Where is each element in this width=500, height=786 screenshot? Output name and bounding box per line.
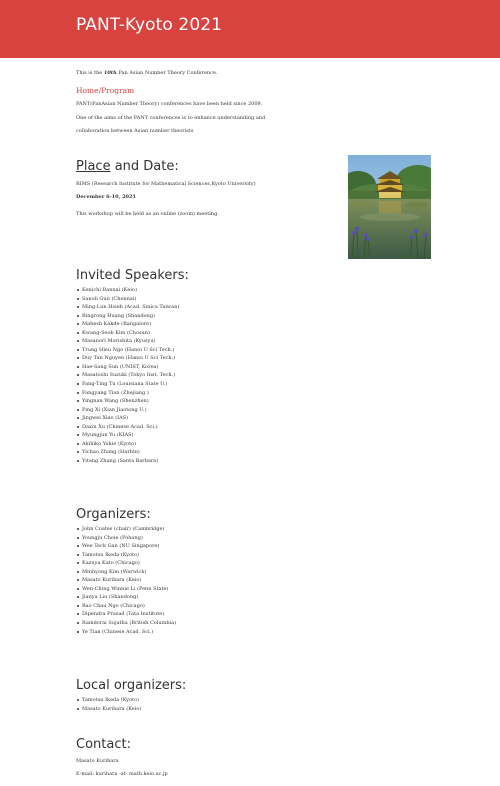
invited-speakers-heading: Invited Speakers:: [76, 268, 189, 283]
contact-heading: Contact:: [76, 737, 131, 752]
about-line-3: collaboration between Asian number theorists: [76, 128, 194, 134]
local-organizers-heading: Local organizers:: [76, 678, 187, 693]
list-item: Jingwei Xiao (IAS): [76, 414, 179, 423]
list-item: Dipendra Prasad (Tata Institute): [76, 610, 176, 619]
kinkakuji-photo: [348, 155, 431, 259]
place-heading-word: Place: [76, 159, 111, 174]
list-item: Mahesh Kakde (Bangalore): [76, 320, 179, 329]
list-item: Kwang-Seob Kim (Chosun): [76, 329, 179, 338]
list-item: Myungjun Yu (KIAS): [76, 431, 179, 440]
list-item: Ping Xi (Xian Jiaotong U.): [76, 406, 179, 415]
about-line-2: One of the aims of the PANT conferences is to enhance understanding and: [76, 115, 266, 121]
list-item: Trung Hieu Ngo (Hanoi U Sci Tech.): [76, 346, 179, 355]
list-item: Duy Tan Nguyen (Hanoi U Sci Tech.): [76, 354, 179, 363]
site-header: [0, 0, 500, 58]
site-title[interactable]: PANT-Kyoto 2021: [76, 15, 223, 35]
list-item: Fangyang Tian (Zhejiang ): [76, 389, 179, 398]
list-item: Jianya Liu (Shandong): [76, 593, 176, 602]
list-item: Yingnan Wang (Shenzhen): [76, 397, 179, 406]
home-program-link[interactable]: Home/Program: [76, 86, 135, 95]
list-item: Masato Kurihara (Keio): [76, 705, 141, 714]
local-organizers-list: [76, 696, 141, 713]
dates-text: December 6-10, 2021: [76, 194, 136, 200]
list-item: Kenichi Bannai (Keio): [76, 286, 179, 295]
list-item: Youngju Choie (Pohang): [76, 534, 176, 543]
list-item: Kazuya Kato (Chicago): [76, 559, 176, 568]
invited-speakers-list: [76, 286, 179, 465]
venue-text: RIMS (Research Institute for Mathematical Sciences,Kyoto University): [76, 181, 256, 187]
list-item: Tamotsu Ikeda (Kyoto): [76, 551, 176, 560]
list-item: Fang-Ting Tu (Louisiana State U.): [76, 380, 179, 389]
place-heading-rest: and Date:: [110, 159, 179, 174]
intro-text: [76, 70, 217, 77]
list-item: Ramdorai Sujatha (British Columbia): [76, 619, 176, 628]
online-note: This workshop will be held as an online (zoom) meeting.: [76, 211, 219, 217]
list-item: Hae-Sang Sun (UNIST, Korea): [76, 363, 179, 372]
list-item: Masato Kurihara (Keio): [76, 576, 176, 585]
list-item: Masanori Morishita (Kyusyu): [76, 337, 179, 346]
list-item: Yitang Zhang (Santa Barbara): [76, 457, 179, 466]
about-line-1: PANT(PanAsian Number Theory) conferences have been held since 2009.: [76, 101, 263, 107]
intro-prefix: This is the: [76, 70, 104, 76]
list-item: Wen-Ching Winnie Li (Penn State): [76, 585, 176, 594]
list-item: Bao Chau Ngo (Chicago): [76, 602, 176, 611]
list-item: Yichao Zhang (Harbin): [76, 448, 179, 457]
list-item: Daxin Xu (Chinese Acad. Sci.): [76, 423, 179, 432]
contact-name: Masato Kurihara: [76, 758, 119, 764]
list-item: Tamotsu Ikeda (Kyoto): [76, 696, 141, 705]
place-heading: [76, 159, 179, 174]
list-item: Sanoli Gun (Chennai): [76, 295, 179, 304]
list-item: Masatoshi Suzuki (Tokyo Inst. Tech.): [76, 371, 179, 380]
list-item: Ye Tian (Chinese Acad. Sci.): [76, 628, 176, 637]
contact-email: E-mail: kurihara -at- math.keio.ac.jp: [76, 771, 168, 777]
list-item: Ming-Lun Hsieh (Acad. Sinica Taiwan): [76, 303, 179, 312]
list-item: Minhyong Kim (Warwick): [76, 568, 176, 577]
organizers-list: [76, 525, 176, 636]
list-item: Akihiko Yukie (Kyoto): [76, 440, 179, 449]
list-item: Bingrong Huang (Shandong): [76, 312, 179, 321]
organizers-heading: Organizers:: [76, 507, 151, 522]
list-item: Wee Teck Gan (NU Singapore): [76, 542, 176, 551]
intro-suffix: Pan Asian Number Theory Conference.: [116, 70, 218, 76]
intro-ordinal: 10th: [103, 70, 117, 76]
list-item: John Coates (chair) (Cambridge): [76, 525, 176, 534]
